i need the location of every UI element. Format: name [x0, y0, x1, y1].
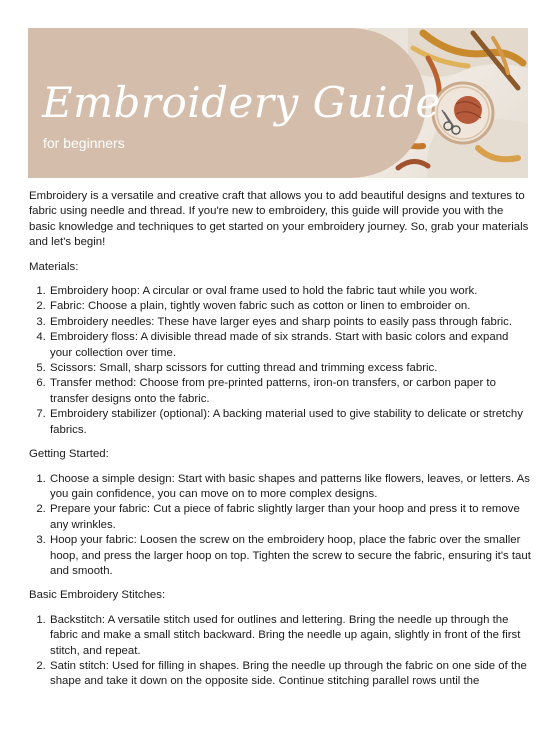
list-item: 7. Embroidery stabilizer (optional): A backing material used to give stability to delicate or stretchy fabrics. [49, 407, 533, 438]
materials-heading: Materials: [29, 260, 79, 273]
list-item: 2. Fabric: Choose a plain, tightly woven fabric such as cotton or linen to embroider on. [49, 299, 533, 314]
getting-started-list [29, 472, 533, 580]
intro-paragraph: Embroidery is a versatile and creative craft that allows you to add beautiful designs and textures to fabric using needle and thread. If you're new to embroidery, this guide will provide you with the basic knowledge and techniques to get started on your embroidery journey. So, grab your materials and let's begin! [29, 190, 529, 249]
getting-started-heading: Getting Started: [29, 448, 109, 461]
stitches-list [29, 613, 533, 690]
list-item: 5. Scissors: Small, sharp scissors for cutting thread and trimming excess fabric. [49, 361, 533, 376]
list-item: 3. Embroidery needles: These have larger eyes and sharp points to easily pass through fabric. [49, 315, 533, 330]
page-title: Embroidery Guide [42, 78, 441, 127]
list-item: 2. Prepare your fabric: Cut a piece of fabric slightly larger than your hoop and press it to remove any wrinkles. [49, 502, 533, 533]
title-panel [28, 28, 441, 178]
list-item: 4. Embroidery floss: A divisible thread made of six strands. Start with basic colors and expand your collection over time. [49, 330, 533, 361]
list-item: 1. Embroidery hoop: A circular or oval frame used to hold the fabric taut while you work. [49, 284, 533, 299]
list-item: 3. Hoop your fabric: Loosen the screw on the embroidery hoop, place the fabric over the smaller hoop, and press the larger hoop on top. Tighten the screw to secure the fabric, ensuring it's taut and smooth. [49, 533, 533, 579]
page-subtitle: for beginners [43, 135, 125, 151]
list-item: 2. Satin stitch: Used for filling in shapes. Bring the needle up through the fabric on one side of the shape and take it down on the opposite side. Continue stitching parallel rows until the [49, 659, 533, 690]
list-item: 1. Choose a simple design: Start with basic shapes and patterns like flowers, leaves, or letters. As you gain confidence, you can move on to more complex designs. [49, 472, 533, 503]
materials-list [29, 284, 533, 438]
list-item: 6. Transfer method: Choose from pre-printed patterns, iron-on transfers, or carbon paper to transfer designs onto the fabric. [49, 376, 533, 407]
list-item: 1. Backstitch: A versatile stitch used for outlines and lettering. Bring the needle up through the fabric and make a small stitch backward. Bring the needle up again, slightly in front of the first stitch, and repeat. [49, 613, 533, 659]
header-banner [28, 28, 528, 178]
guide-content [29, 189, 533, 699]
stitches-heading: Basic Embroidery Stitches: [29, 589, 166, 602]
